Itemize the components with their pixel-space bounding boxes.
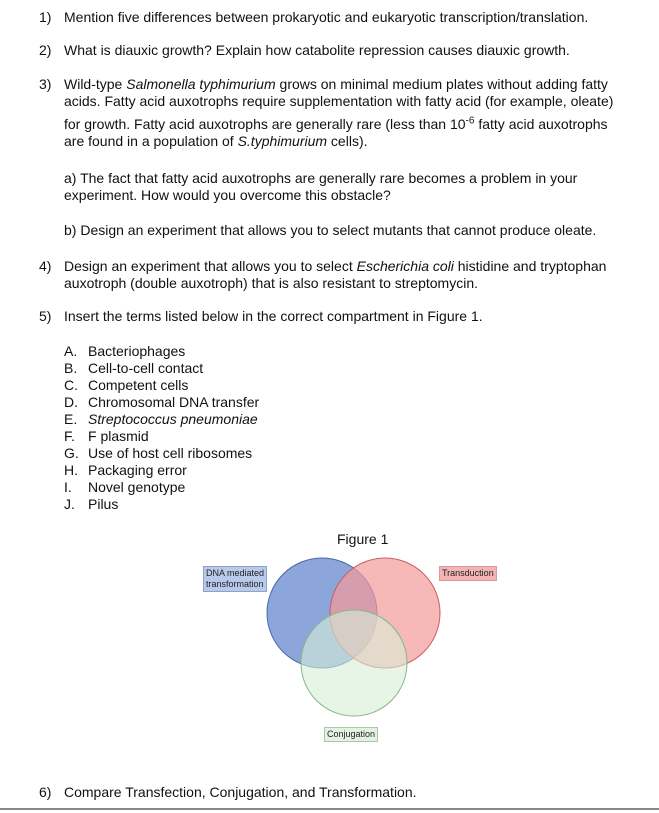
list-item: A. Bacteriophages [64,343,186,359]
question-number: 2) [39,42,52,58]
list-item: E. Streptococcus pneumoniae [64,411,258,427]
question-line: acids. Fatty acid auxotrophs require supplementation with fatty acid (for example, oleate) [64,93,614,109]
question-line: are found in a population of S.typhimurium cells). [64,133,368,149]
list-item: C. Competent cells [64,377,189,393]
list-item: I. Novel genotype [64,479,186,495]
list-item: B. Cell-to-cell contact [64,360,204,376]
list-item: G. Use of host cell ribosomes [64,445,253,461]
question-number: 3) [39,76,52,92]
question-3b: b) Design an experiment that allows you to select mutants that cannot produce oleate. [64,222,597,238]
question-line: for growth. Fatty acid auxotrophs are generally rare (less than $10^{-6}$ fatty acid auxotrophs [64,115,608,132]
question-text: Insert the terms listed below in the correct compartment in Figure 1. [64,308,483,324]
question-line: Wild-type Salmonella typhimurium grows on minimal medium plates without adding fatty [64,76,608,92]
question-line: auxotroph (double auxotroph) that is also resistant to streptomycin. [64,275,478,291]
figure-title: Figure 1 [337,531,389,547]
venn-label-transformation: DNA mediated transformation [203,566,267,592]
venn-circle-conjugation [301,610,407,716]
list-item: D. Chromosomal DNA transfer [64,394,260,410]
venn-label-transduction: Transduction [439,566,497,581]
question-3a: a) The fact that fatty acid auxotrophs are generally rare becomes a problem in your experiment. How would you overcome this obstacle? [64,170,578,203]
question-text: Compare Transfection, Conjugation, and Transformation. [64,784,417,800]
venn-label-conjugation: Conjugation [324,727,378,742]
question-number: 4) [39,258,52,274]
list-item: F. F plasmid [64,428,149,444]
question-line: Design an experiment that allows you to select Escherichia coli histidine and tryptophan [64,258,607,274]
question-number: 5) [39,308,52,324]
list-item: H. Packaging error [64,462,187,478]
question-text: Mention five differences between prokaryotic and eukaryotic transcription/translation. [64,9,589,25]
question-text: What is diauxic growth? Explain how catabolite repression causes diauxic growth. [64,42,570,58]
question-number: 1) [39,9,52,25]
list-item: J. Pilus [64,496,119,512]
question-number: 6) [39,784,52,800]
page-divider [0,808,659,810]
